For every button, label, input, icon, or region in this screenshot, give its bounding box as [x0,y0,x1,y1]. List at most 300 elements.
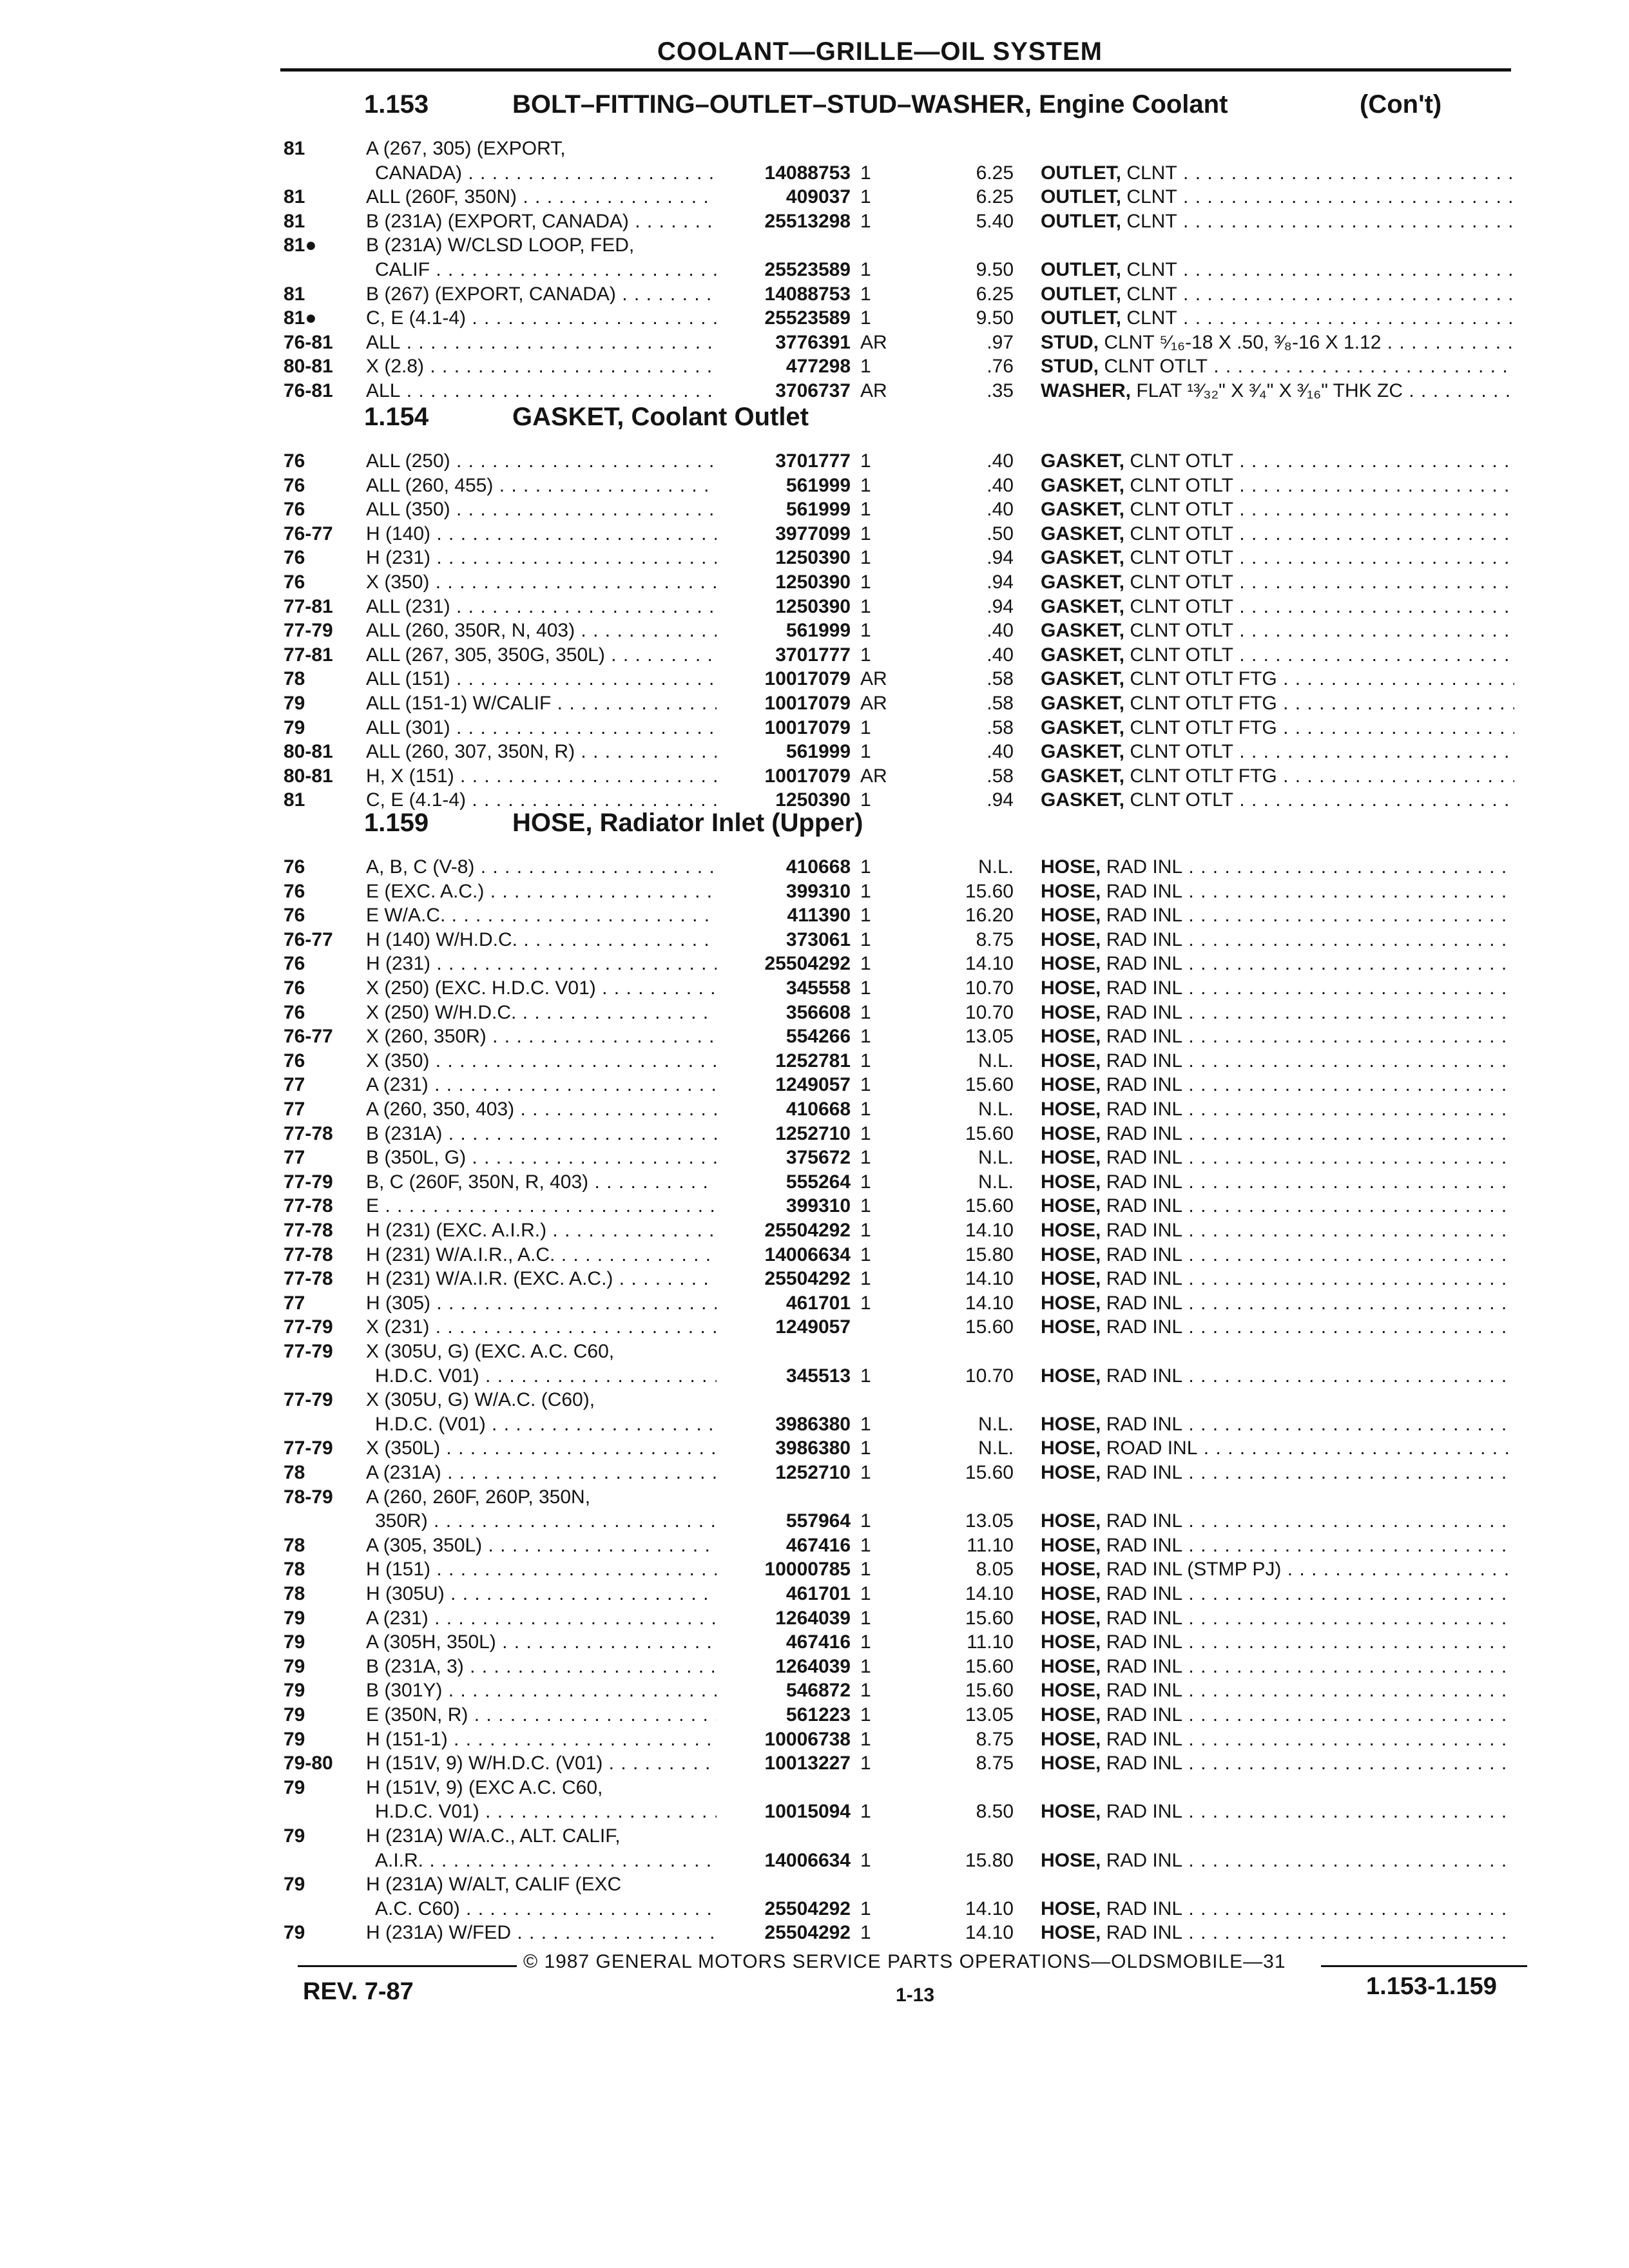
row-application: A (260, 260F, 260P, 350N, [366,1486,591,1508]
row-part-description [1041,570,1514,594]
row-quantity: 1 [860,259,871,280]
part-noun: HOSE, [1041,1050,1101,1072]
row-part-number: 1249057 [775,1074,851,1096]
row-quantity: 1 [860,1122,871,1144]
row-application: H (151V, 9) (EXC A.C. C60, [366,1776,603,1798]
row-quantity: 1 [860,1050,871,1072]
row-year: 81 [284,789,305,811]
part-noun: HOSE, [1041,928,1101,950]
part-detail: RAD INL [1101,1631,1183,1653]
row-part-description [1041,976,1514,1000]
row-application: B, C (260F, 350N, R, 403) . . . [366,1170,717,1194]
row-quantity: 1 [860,1268,871,1290]
part-detail: CLNT OTLT [1124,450,1233,472]
table-row [0,1291,1629,1315]
part-detail: RAD INL [1101,1413,1183,1435]
row-application: H (231) . . . [366,546,717,570]
row-application: X (350L) . . . [366,1436,717,1460]
row-quantity: 1 [860,1510,871,1532]
row-part-description [1041,306,1514,330]
row-year: 76 [284,547,305,569]
row-price: 15.60 [965,1655,1014,1677]
part-detail: RAD INL [1101,1099,1183,1120]
row-year: 79 [284,1704,305,1725]
row-price: N.L. [978,856,1014,878]
table-row [0,1800,1629,1823]
row-application: H (305U) . . . [366,1582,717,1606]
table-row [0,1751,1629,1775]
row-price: 9.50 [976,307,1014,329]
table-row [0,185,1629,209]
table-row [0,1630,1629,1654]
row-part-description [1041,1461,1514,1485]
row-application: E W/A.C. . . . [366,903,717,927]
row-part-description [1041,1606,1514,1630]
part-noun: HOSE, [1041,1365,1101,1387]
row-quantity: 1 [860,1365,871,1387]
row-part-number: 561999 [786,620,851,642]
row-year: 76-77 [284,928,333,950]
table-row [0,1461,1629,1485]
row-quantity: 1 [860,572,871,593]
part-detail: RAD INL [1101,1680,1183,1702]
part-noun: HOSE, [1041,1559,1101,1581]
part-detail: RAD INL [1101,1753,1183,1774]
table-row [0,379,1629,403]
row-price: 14.10 [965,1268,1014,1290]
row-price: 10.70 [965,1001,1014,1023]
table-row [0,1243,1629,1267]
table-row [0,1001,1629,1024]
row-part-number: 3706737 [775,380,851,401]
row-part-description [1041,474,1514,497]
row-price: 13.05 [965,1704,1014,1725]
part-detail: CLNT OTLT [1124,741,1233,763]
row-price: 6.25 [976,186,1014,208]
row-part-description [1041,258,1514,282]
row-part-number: 25523589 [764,259,851,280]
row-price: 11.10 [967,1631,1014,1653]
part-noun: GASKET, [1041,789,1125,811]
row-part-number: 546872 [786,1680,851,1702]
table-row [0,595,1629,619]
table-row [0,643,1629,667]
section-heading [364,90,1442,119]
row-part-number: 561999 [786,474,851,496]
row-price: 15.60 [965,1462,1014,1483]
row-application: H (151-1) . . . [366,1727,717,1751]
row-part-number: 561999 [786,741,851,763]
row-part-description [1041,1001,1514,1024]
row-quantity: AR [860,693,887,714]
row-application: ALL (260, 350R, N, 403) . . . [366,619,717,642]
row-price: 14.10 [965,953,1014,975]
part-noun: HOSE, [1041,1922,1101,1944]
row-quantity: 1 [860,953,871,975]
row-part-number: 3986380 [775,1437,851,1459]
row-price: 13.05 [965,1510,1014,1532]
row-price: .58 [987,668,1014,690]
table-row [0,1485,1629,1509]
part-detail: RAD INL (STMP PJ) [1101,1559,1282,1581]
row-year: 79 [284,693,305,714]
row-application: X (250) (EXC. H.D.C. V01) . . . [366,976,717,1000]
part-noun: HOSE, [1041,1728,1101,1750]
table-row [0,1170,1629,1194]
part-noun: HOSE, [1041,1437,1101,1459]
row-price: .50 [987,523,1014,544]
row-application: A, B, C (V-8) . . . [366,855,717,879]
row-part-description [1041,522,1514,546]
row-application: CANADA) . . . [375,161,717,185]
row-price: 16.20 [965,905,1014,927]
row-price: 8.75 [976,928,1014,950]
row-price: .94 [987,789,1014,811]
row-part-number: 14088753 [764,283,851,305]
table-row [0,1049,1629,1073]
part-noun: GASKET, [1041,741,1125,763]
row-price: 14.10 [965,1292,1014,1314]
row-price: 15.60 [965,1122,1014,1144]
section-number: 1.159 [364,809,429,837]
row-part-description [1041,764,1514,788]
row-part-number: 10017079 [764,716,851,738]
row-part-description [1041,1436,1514,1460]
table-row [0,137,1629,160]
row-price: .40 [987,499,1014,521]
part-noun: OUTLET, [1041,283,1121,305]
row-price: 15.60 [965,1316,1014,1338]
row-year: 77-79 [284,1171,333,1193]
part-detail: RAD INL [1101,1534,1183,1556]
part-noun: WASHER, [1041,380,1132,401]
part-noun: GASKET, [1041,693,1125,714]
row-application: B (231A) . . . [366,1122,717,1146]
part-detail: CLNT OTLT [1124,547,1233,569]
row-part-description [1041,185,1514,209]
table-row [0,1582,1629,1606]
row-part-description [1041,740,1514,764]
row-application: CALIF . . . [375,258,717,282]
row-part-number: 399310 [786,880,851,902]
row-application: X (2.8) . . . [366,354,717,378]
row-price: 14.10 [965,1583,1014,1604]
table-row [0,1824,1629,1848]
row-price: .58 [987,693,1014,714]
page-header-title: COOLANT—GRILLE—OIL SYSTEM [657,37,1103,66]
row-price: N.L. [978,1099,1014,1120]
part-detail: RAD INL [1101,1292,1183,1314]
row-year: 78 [284,1462,305,1483]
table-row [0,570,1629,594]
row-part-description [1041,1921,1514,1945]
row-year: 76 [284,572,305,593]
table-row [0,1340,1629,1363]
row-part-description [1041,497,1514,521]
part-noun: HOSE, [1041,1147,1101,1169]
row-quantity: 1 [860,1849,871,1871]
row-part-description [1041,1557,1514,1581]
row-quantity: 1 [860,928,871,950]
row-part-number: 561223 [786,1704,851,1725]
row-part-description [1041,928,1514,952]
table-row [0,1073,1629,1097]
row-part-description [1041,1412,1514,1436]
row-quantity: 1 [860,1898,871,1919]
row-price: .58 [987,765,1014,787]
row-quantity: 1 [860,789,871,811]
row-price: .40 [987,741,1014,763]
row-part-number: 410668 [786,856,851,878]
row-application: X (350) . . . [366,570,717,594]
row-price: 6.25 [976,162,1014,184]
row-part-description [1041,1727,1514,1751]
table-row [0,928,1629,952]
section-continued: (Con't) [1360,90,1442,119]
row-part-number: 25504292 [764,1220,851,1241]
part-detail: RAD INL [1101,977,1183,999]
row-application: H.D.C. V01) . . . [375,1364,717,1388]
row-year: 79 [284,1607,305,1629]
row-part-description [1041,1194,1514,1218]
table-row [0,233,1629,257]
row-price: 10.70 [965,977,1014,999]
section-heading [364,809,863,838]
part-detail: CLNT OTLT [1124,595,1233,617]
table-row [0,976,1629,1000]
row-part-number: 25504292 [764,1268,851,1290]
row-quantity: 1 [860,1680,871,1702]
part-noun: GASKET, [1041,765,1125,787]
part-detail: RAD INL [1101,1147,1183,1169]
table-row [0,1364,1629,1388]
table-row [0,855,1629,879]
row-year: 79 [284,716,305,738]
part-noun: HOSE, [1041,1195,1101,1217]
table-row [0,1509,1629,1533]
part-noun: HOSE, [1041,1001,1101,1023]
row-part-number: 25523589 [764,307,851,329]
table-row [0,952,1629,975]
row-year: 76 [284,450,305,472]
row-part-description [1041,449,1514,473]
table-row [0,1703,1629,1727]
part-noun: HOSE, [1041,1074,1101,1096]
part-detail: RAD INL [1101,1171,1183,1193]
row-price: 15.60 [965,1607,1014,1629]
part-detail: RAD INL [1101,1001,1183,1023]
row-part-description [1041,1849,1514,1872]
row-year: 79 [284,1631,305,1653]
row-quantity: 1 [860,1801,871,1823]
row-quantity: 1 [860,1655,871,1677]
part-detail: RAD INL [1101,1898,1183,1919]
row-part-number: 373061 [786,928,851,950]
row-part-description [1041,595,1514,619]
part-detail: FLAT ¹³⁄₃₂" X ³⁄₄" X ³⁄₁₆" THK ZC [1131,380,1403,401]
row-price: N.L. [978,1413,1014,1435]
row-part-description [1041,546,1514,570]
row-quantity: 1 [860,856,871,878]
row-quantity: 1 [860,905,871,927]
row-part-number: 557964 [786,1510,851,1532]
row-part-number: 467416 [786,1534,851,1556]
row-part-number: 477298 [786,356,851,378]
row-application: A (305, 350L) . . . [366,1533,717,1557]
table-row [0,667,1629,691]
row-part-description [1041,1049,1514,1073]
row-quantity: 1 [860,1147,871,1169]
table-row [0,1557,1629,1581]
row-application: H.D.C. V01) . . . [375,1800,717,1823]
row-application: H (231) (EXC. A.I.R.) . . . [366,1218,717,1242]
part-noun: HOSE, [1041,1220,1101,1241]
part-detail: RAD INL [1101,928,1183,950]
row-part-description [1041,1751,1514,1775]
row-application: B (231A, 3) . . . [366,1655,717,1678]
row-quantity: 1 [860,210,871,232]
row-year: 78 [284,1534,305,1556]
table-row [0,522,1629,546]
row-year: 78-79 [284,1486,333,1508]
row-part-number: 14006634 [764,1849,851,1871]
table-row [0,1921,1629,1945]
row-quantity: 1 [860,1462,871,1483]
part-noun: GASKET, [1041,716,1125,738]
row-application: H (151V, 9) W/H.D.C. (V01) . . . [366,1751,717,1775]
row-quantity: 1 [860,1704,871,1725]
table-row [0,879,1629,903]
row-year: 79 [284,1680,305,1702]
row-price: 8.75 [976,1753,1014,1774]
part-detail: RAD INL [1101,1220,1183,1241]
row-year: 79 [284,1825,305,1847]
row-application: X (350) . . . [366,1049,717,1073]
part-noun: HOSE, [1041,1680,1101,1702]
part-detail: RAD INL [1101,1050,1183,1072]
part-noun: OUTLET, [1041,162,1121,184]
row-part-description [1041,667,1514,691]
row-application: A (260, 350, 403) . . . [366,1097,717,1121]
row-quantity: 1 [860,595,871,617]
row-quantity: 1 [860,162,871,184]
row-year: 81● [284,235,317,256]
part-noun: HOSE, [1041,905,1101,927]
row-application: ALL (260, 307, 350N, R) . . . [366,740,717,764]
row-application: C, E (4.1-4) . . . [366,306,717,330]
row-quantity: 1 [860,186,871,208]
part-noun: GASKET, [1041,523,1125,544]
row-part-number: 3977099 [775,523,851,544]
part-detail: RAD INL [1101,1801,1183,1823]
part-detail: RAD INL [1101,1462,1183,1483]
row-year: 77-79 [284,1437,333,1459]
row-part-description [1041,1509,1514,1533]
row-application: H (231) W/A.I.R., A.C. . . . [366,1243,717,1267]
row-year: 81 [284,138,305,159]
row-quantity: 1 [860,1583,871,1604]
row-part-description [1041,1897,1514,1921]
row-part-number: 10017079 [764,668,851,690]
row-part-description [1041,282,1514,306]
row-part-number: 25504292 [764,1922,851,1944]
part-detail: CLNT ⁵⁄₁₆-18 X .50, ³⁄₈-16 X 1.12 [1099,331,1382,353]
row-application: H, X (151) . . . [366,764,717,788]
row-part-description [1041,855,1514,879]
row-application: B (301Y) . . . [366,1678,717,1702]
table-row [0,1606,1629,1630]
part-noun: HOSE, [1041,1631,1101,1653]
row-part-description [1041,1582,1514,1606]
row-part-number: 25504292 [764,953,851,975]
row-year: 80-81 [284,765,333,787]
row-part-description [1041,161,1514,185]
row-price: 8.50 [976,1801,1014,1823]
row-application: A (231) . . . [366,1606,717,1630]
row-year: 76 [284,474,305,496]
row-part-number: 10017079 [764,693,851,714]
table-row [0,1122,1629,1146]
row-quantity: 1 [860,741,871,763]
row-part-description [1041,1703,1514,1727]
row-part-number: 3776391 [775,331,851,353]
part-noun: GASKET, [1041,547,1125,569]
row-price: .76 [987,356,1014,378]
row-year: 81 [284,283,305,305]
part-noun: HOSE, [1041,880,1101,902]
table-row [0,1436,1629,1460]
footer-rule-right [1321,1965,1527,1967]
part-detail: RAD INL [1101,1922,1183,1944]
row-part-description [1041,1122,1514,1146]
row-part-number: 467416 [786,1631,851,1653]
row-quantity: 1 [860,1559,871,1581]
part-detail: CLNT OTLT [1124,572,1233,593]
row-part-description [1041,1170,1514,1194]
row-quantity: 1 [860,523,871,544]
row-quantity: 1 [860,1001,871,1023]
row-year: 79 [284,1922,305,1944]
part-detail: CLNT OTLT FTG [1124,716,1277,738]
table-row [0,209,1629,233]
row-quantity: 1 [860,1607,871,1629]
row-quantity: 1 [860,716,871,738]
row-part-number: 1264039 [775,1607,851,1629]
section-number: 1.154 [364,403,429,431]
row-part-description [1041,1315,1514,1339]
row-application: H (140) . . . [366,522,717,546]
row-year: 79 [284,1874,305,1896]
row-price: 14.10 [965,1898,1014,1919]
row-year: 77-78 [284,1268,333,1290]
row-part-number: 1252710 [775,1462,851,1483]
row-year: 79 [284,1728,305,1750]
row-part-number: 375672 [786,1147,851,1169]
row-part-description [1041,691,1514,715]
row-part-description [1041,643,1514,667]
row-part-number: 1250390 [775,789,851,811]
row-year: 78 [284,1583,305,1604]
part-detail: RAD INL [1101,1365,1183,1387]
row-year: 76-81 [284,380,333,401]
row-part-description [1041,1533,1514,1557]
row-price: 13.05 [965,1026,1014,1048]
row-quantity: 1 [860,880,871,902]
table-row [0,1194,1629,1218]
row-part-number: 3986380 [775,1413,851,1435]
row-part-number: 1250390 [775,595,851,617]
row-price: N.L. [978,1050,1014,1072]
